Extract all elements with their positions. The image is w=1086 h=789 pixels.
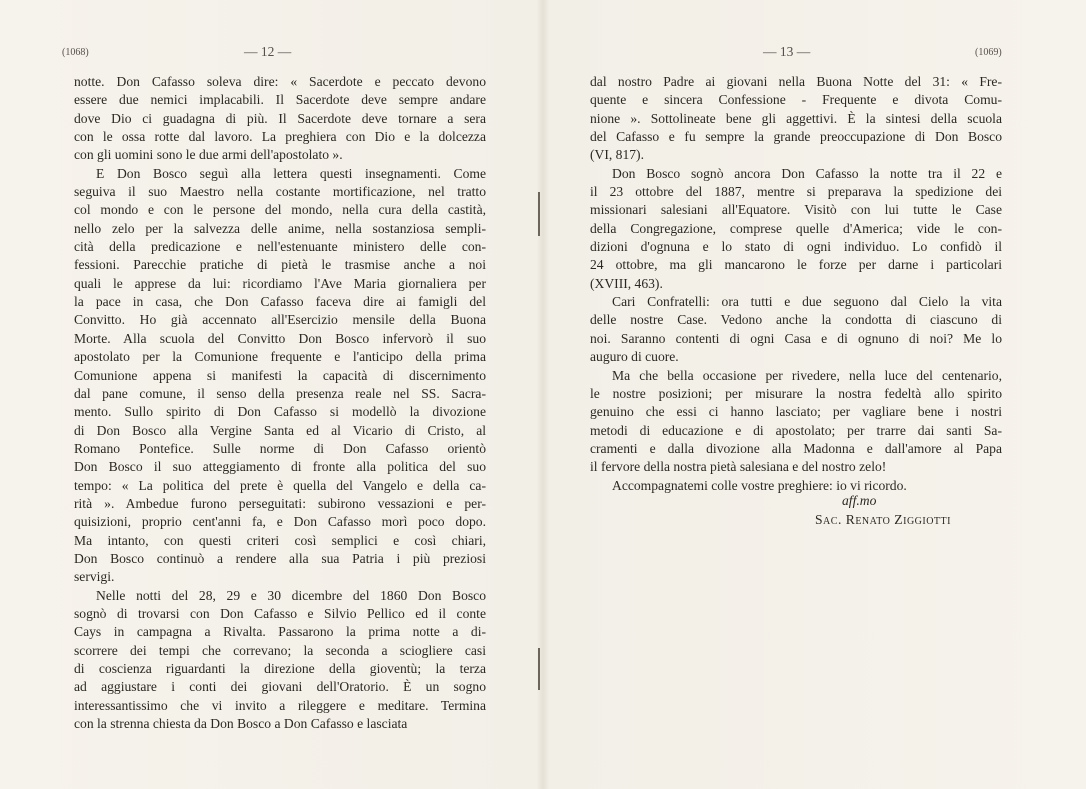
text-line: Accompagnatemi colle vostre preghiere: io vi ricordo. [612, 477, 907, 493]
text-line: rità ». Ambedue furono perseguitati: subirono vessazioni e per- [74, 495, 486, 511]
text-line: (VI, 817). [590, 147, 644, 163]
text-line: con gli uomini sono le due armi dell'apostolato ». [74, 147, 343, 163]
right-header-ref: (1069) [975, 47, 1002, 58]
text-line: metodi di educazione e di apostolato; per trarre dai santi Sa- [590, 422, 1002, 438]
text-line: notte. Don Cafasso soleva dire: « Sacerdote e peccato devono [74, 74, 486, 89]
text-line: dal nostro Padre ai giovani nella Buona Notte del 31: « Fre- [590, 74, 1002, 89]
text-line: cità della predicazione e nell'estenuante ministero delle con- [74, 239, 486, 255]
closing-salutation: aff.mo [842, 493, 877, 508]
text-line: 24 ottobre, ma gli mancarono le forze per darne i particolari [590, 257, 1002, 273]
text-line: di coscienza riguardanti la direzione della gioventù; la terza [74, 661, 486, 676]
text-line: Don Bosco il suo atteggiamento di fronte alla politica del suo [74, 459, 486, 475]
text-line: Ma intanto, con questi criteri così semplici e così chiari, [74, 532, 486, 548]
text-line: della Congregazione, comprese quelle d'America; vide le con- [590, 220, 1002, 236]
text-line: genuino che essi ci hanno lasciato; per vagliare bene i nostri [590, 404, 1002, 420]
text-line: la pace in casa, che Don Cafasso faceva dire ai famigli del [74, 294, 486, 310]
left-page-number: — 12 — [244, 44, 292, 59]
text-line: (XVIII, 463). [590, 275, 663, 291]
text-line: essere due nemici implacabili. Il Sacerdote deve sempre andare [74, 92, 486, 108]
gutter-mark [538, 192, 540, 236]
left-header-ref: (1068) [62, 47, 89, 58]
text-line: cramenti e dalla divozione alla Madonna e dall'amore al Papa [590, 440, 1002, 456]
text-line: Don Bosco continuò a rendere alla sua Patria i più preziosi [74, 550, 486, 566]
text-line: il fervore della nostra pietà salesiana e del nostro zelo! [590, 459, 887, 475]
text-line: scorrere dei tempi che correvano; la seconda a sciogliere casi [74, 642, 486, 658]
text-line: noi. Saranno contenti di ogni Casa e di ognuno di noi? Me lo [590, 330, 1002, 346]
text-line: servigi. [74, 569, 115, 585]
text-line: del Cafasso e fu sempre la grande preoccupazione di Don Bosco [590, 129, 1002, 145]
gutter-mark [538, 648, 540, 690]
text-line: nione ». Sottolineate bene gli aggettivi. È la sintesi della scuola [590, 110, 1002, 126]
text-line: delle nostre Case. Vedono anche la condotta di ciascuno di [590, 312, 1002, 328]
text-line: nello zelo per la salvezza delle anime, nella sostanziosa sempli- [74, 220, 486, 236]
signature: Sac. Renato Ziggiotti [815, 512, 951, 527]
text-line: E Don Bosco seguì alla lettera questi insegnamenti. Come [96, 165, 486, 181]
text-line: missionari salesiani all'Equatore. Visitò con lui tutte le Case [590, 202, 1002, 218]
text-line: Ma che bella occasione per rivedere, nella luce del centenario, [612, 367, 1002, 383]
text-line: dizioni d'ognuna e lo stato di ogni individuo. Lo confidò il [590, 239, 1002, 255]
text-line: Cari Confratelli: ora tutti e due seguono dal Cielo la vita [612, 294, 1002, 310]
text-line: Don Bosco sognò ancora Don Cafasso la notte tra il 22 e [612, 165, 1002, 181]
text-line: con le ossa rotte dal lavoro. La preghiera con Dio e la dolcezza [74, 129, 486, 145]
text-line: con la strenna chiesta da Don Bosco a Don Cafasso e lasciata [74, 716, 408, 732]
text-line: ad aggiustare i conti dei giovani dell'Oratorio. È un sogno [74, 679, 486, 695]
text-line: quisizioni, proprio cent'anni fa, e Don Cafasso morì poco dopo. [74, 514, 486, 530]
text-line: quali le apprese da lui: ricordiamo l'Ave Maria giornaliera per [74, 275, 486, 291]
text-line: seguiva il suo Maestro nella costante mortificazione, nel tratto [74, 184, 486, 200]
text-line: dove Dio ci guadagna di più. Il Sacerdote deve tornare a sera [74, 110, 486, 126]
text-line: Comunione appena si manifesti la capacità di discernimento [74, 367, 486, 383]
text-line: le nostre posizioni; per misurare la nostra fedeltà allo spirito [590, 385, 1002, 401]
right-page [543, 0, 1086, 789]
text-line: fessioni. Parecchie pratiche di pietà le trasmise anche a noi [74, 257, 486, 273]
text-line: col mondo e con le persone del mondo, nella cura della castità, [74, 202, 486, 218]
text-line: quente e sincera Confessione - Frequente e divota Comu- [590, 92, 1002, 108]
text-line: tempo: « La politica del prete è quella del Vangelo e della ca- [74, 477, 486, 493]
text-line: dal pane comune, il senso della presenza reale nel SS. Sacra- [74, 385, 486, 401]
text-line: apostolato per la Comunione frequente e l'anticipo della prima [74, 349, 486, 365]
right-page-number: — 13 — [763, 44, 811, 59]
right-page-body [590, 73, 1002, 495]
text-line: Nelle notti del 28, 29 e 30 dicembre del 1860 Don Bosco [96, 587, 486, 603]
text-line: mento. Sullo spirito di Don Cafasso si modellò la divozione [74, 404, 486, 420]
text-line: sognò di trovarsi con Don Cafasso e Silvio Pellico ed il conte [74, 605, 486, 621]
text-line: Cays in campagna a Rivalta. Passarono la prima notte a di- [74, 624, 486, 640]
text-line: Morte. Alla scuola del Convitto Don Bosco infervorò il suo [74, 330, 486, 346]
text-line: Convitto. Ho già accennato all'Esercizio mensile della Buona [74, 312, 486, 328]
text-line: auguro di cuore. [590, 349, 679, 365]
text-line: interessantissimo che vi invito a rileggere e meditare. Termina [74, 697, 486, 713]
text-line: il 23 ottobre del 1887, mentre si preparava la spedizione dei [590, 184, 1002, 200]
text-line: di Don Bosco alla Vergine Santa ed al Vicario di Cristo, al [74, 422, 486, 438]
left-page-body [74, 73, 486, 733]
text-line: Romano Pontefice. Sulle norme di Don Cafasso orientò [74, 440, 486, 456]
